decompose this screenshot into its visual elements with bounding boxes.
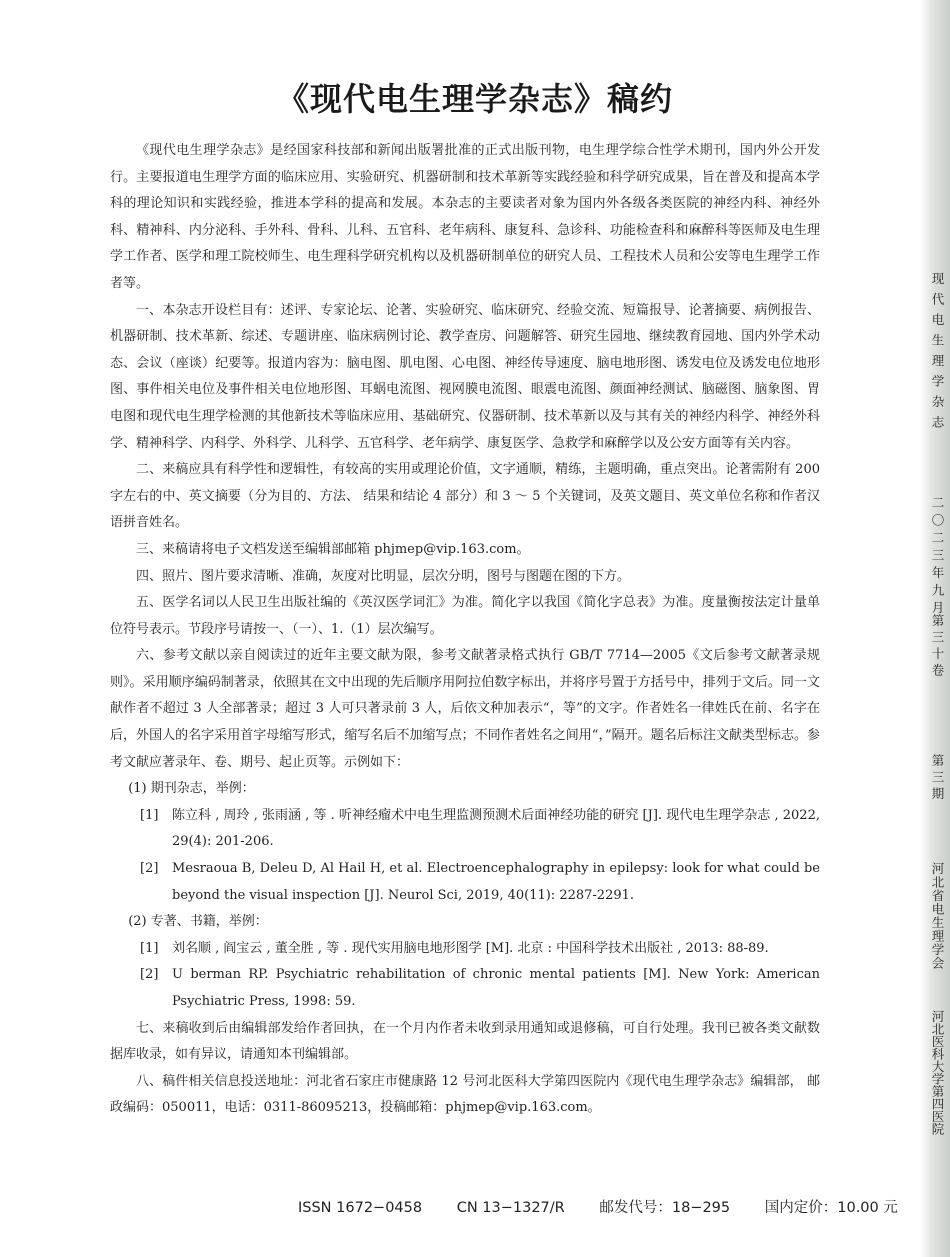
section-2-paragraph: 二、来稿应具有科学性和逻辑性，有较高的实用或理论价值，文字通顺，精练，主题明确，重点突出。论著需附有 200 字左右的中、英文摘要（分为目的、方法、 结果和结论 4 部分）和 3 ～ 5 个关键词，及英文题目、英文单位名称和作者汉语拼音姓名。 bbox=[110, 462, 820, 531]
price-label: 国内定价：10.00 元 bbox=[764, 1200, 898, 1216]
section-1-paragraph: 一、本杂志开设栏目有：述评、专家论坛、论著、实验研究、临床研究、经验交流、短篇报导、论著摘要、病例报告、机器研制、技术革新、综述、专题讲座、临床病例讨论、教学查房、问题解答、研究生园地、继续教育园地、国内外学术动态、会议（座谈）纪要等。报道内容为：脑电图、肌电图、心电图、神经传导速度、脑电地形图、诱发电位及诱发电位地形图、事件相关电位及事件相关电位地形图、耳蜗电流图、视网膜电流图、眼震电流图、颜面神经测试、脑磁图、脑象图、胃电图和现代电生理学检测的其他新技术等临床应用、基础研究、仪器研制、技术革新以及与其有关的神经内科学、神经外科学、精神科学、内科学、外科学、儿科学、五官科学、老年病学、康复医学、急救学和麻醉学以及公安方面等有关内容。 bbox=[110, 302, 820, 451]
issn-label: ISSN 1672−0458 bbox=[298, 1200, 423, 1216]
reference-text: 刘名顺 , 阎宝云 , 董全胜 , 等 . 现代实用脑电地形图学 [M]. 北京 : 中国科学技术出版社 , 2013: 88-89. bbox=[172, 940, 769, 956]
publication-footer bbox=[298, 1196, 928, 1217]
cn-label: CN 13−1327/R bbox=[456, 1200, 565, 1216]
sidebar-volume: 第三十卷 bbox=[930, 614, 945, 680]
example-journal-label: (1) 期刊杂志，举例： bbox=[128, 781, 255, 797]
example-book-label: (2) 专著、书籍，举例： bbox=[128, 914, 268, 930]
reference-number: [2] bbox=[140, 967, 159, 983]
reference-number: [1] bbox=[140, 807, 159, 823]
postal-code-label: 邮发代号：18−295 bbox=[599, 1200, 731, 1216]
section-8-paragraph: 八、稿件相关信息投送地址：河北省石家庄市健康路 12 号河北医科大学第四医院内《现代电生理学杂志》编辑部， 邮政编码：050011，电话：0311-86095213，投稿邮箱：phjmep@vip.163.com。 bbox=[110, 1073, 820, 1116]
section-7-paragraph: 七、来稿收到后由编辑部发给作者回执，在一个月内作者未收到录用通知或退修稿，可自行处理。我刊已被各类文献数据库收录，如有异议，请通知本刊编辑部。 bbox=[110, 1020, 820, 1063]
sidebar-journal-name: 现代电生理学杂志 bbox=[930, 272, 945, 436]
section-6-paragraph: 六、参考文献以亲自阅读过的近年主要文献为限，参考文献著录格式执行 GB/T 7714—2005《文后参考文献著录规则》。采用顺序编码制著录，依照其在文中出现的先后顺序用阿拉伯数字标出，并将序号置于方括号中，排列于文后。同一文献作者不超过 3 人全部著录；超过 3 人可只著录前 3 人，后依文种加表示“，等”的文字。作者姓名一律姓氏在前、名字在后，外国人的名字采用首字母缩写形式，缩写名后不加缩写点；不同作者姓名之间用“，”隔开。题名后标注文献类型标志。参考文献应著录年、卷、期号、起止页等。示例如下： bbox=[110, 648, 820, 770]
sidebar-issue: 第三期 bbox=[930, 754, 945, 804]
sidebar-date: 二〇二三年九月 bbox=[930, 496, 945, 619]
article-body bbox=[110, 138, 820, 1122]
reference-text: Mesraoua B, Deleu D, Al Hail H, et al. Electroencephalography in epilepsy: look for what could be beyond the visual inspection [J]. Neurol Sci, 2019, 40(11): 2287-2291. bbox=[172, 861, 820, 903]
section-4-paragraph: 四、照片、图片要求清晰、准确，灰度对比明显，层次分明，图号与图题在图的下方。 bbox=[136, 568, 631, 584]
reference-item bbox=[110, 803, 820, 856]
reference-number: [2] bbox=[140, 861, 159, 877]
reference-text: 陈立科 , 周玲 , 张雨涵 , 等 . 听神经瘤术中电生理监测预测术后面神经功能的研究 [J]. 现代电生理学杂志 , 2022, 29(4): 201-206. bbox=[172, 807, 820, 850]
reference-item bbox=[110, 856, 820, 909]
reference-text: U berman RP. Psychiatric rehabilitation of chronic mental patients [M]. New York: American Psychiatric Press, 1998: 59. bbox=[172, 967, 820, 1009]
reference-number: [1] bbox=[140, 940, 159, 956]
reference-item bbox=[110, 962, 820, 1015]
section-5-paragraph: 五、医学名词以人民卫生出版社编的《英汉医学词汇》为准。简化字以我国《简化字总表》为准。度量衡按法定计量单位符号表示。节段序号请按一、（一）、1.（1）层次编写。 bbox=[110, 595, 820, 637]
page-title: 《现代电生理学杂志》稿约 bbox=[276, 80, 673, 118]
intro-paragraph: 《现代电生理学杂志》是经国家科技部和新闻出版署批准的正式出版刊物，电生理学综合性学术期刊，国内外公开发行。主要报道电生理学方面的临床应用、实验研究、机器研制和技术革新等实践经验和科学研究成果，旨在普及和提高本学科的理论知识和实践经验，推进本学科的提高和发展。本杂志的主要读者对象为国内外各级各类医院的神经内科、神经外科、精神科、内分泌科、手外科、骨科、儿科、五官科、老年病科、康复科、急诊科、功能检查科和麻醉科等医师及电生理学工作者、医学和理工院校师生、电生理科学研究机构以及机器研制单位的研究人员、工程技术人员和公安等电生理学工作者等。 bbox=[110, 143, 820, 291]
sidebar-society: 河北省电生理学会 bbox=[930, 862, 945, 970]
sidebar-hospital: 河北医科大学第四医院 bbox=[930, 1010, 945, 1135]
section-3-paragraph: 三、来稿请将电子文档发送至编辑部邮箱 phjmep@vip.163.com。 bbox=[136, 541, 530, 557]
reference-item bbox=[110, 936, 820, 963]
